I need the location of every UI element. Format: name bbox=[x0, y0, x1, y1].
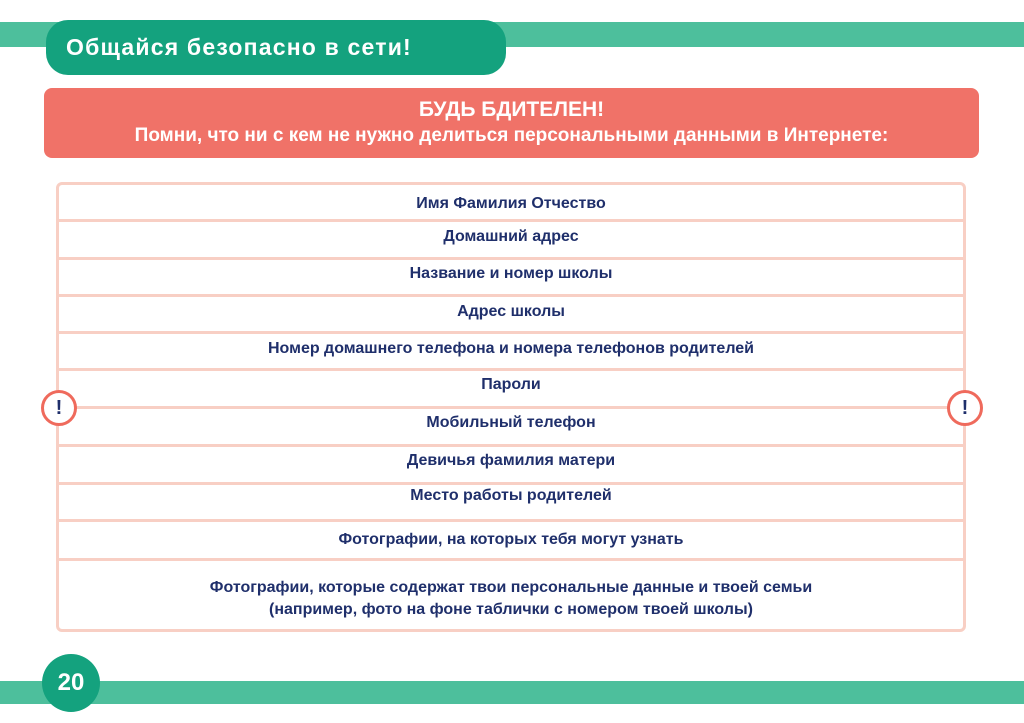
list-item-label: Девичья фамилия матери bbox=[406, 452, 616, 469]
list-item bbox=[59, 561, 963, 629]
personal-data-list bbox=[56, 182, 966, 632]
list-item-label: Мобильный телефон bbox=[426, 414, 596, 431]
list-item-label: Номер домашнего телефона и номера телефонов родителей bbox=[267, 340, 754, 357]
list-item bbox=[59, 409, 963, 447]
list-item bbox=[59, 447, 963, 485]
list-item-label: Фотографии, которые содержат твои персональные данные и твоей семьи bbox=[209, 579, 813, 596]
list-item-label: Название и номер школы bbox=[409, 265, 613, 282]
warning-banner bbox=[44, 88, 979, 158]
page-number: 20 bbox=[57, 669, 85, 696]
list-item bbox=[59, 222, 963, 260]
exclamation-icon bbox=[41, 390, 77, 426]
banner-headline: БУДЬ БДИТЕЛЕН! bbox=[418, 98, 605, 121]
page-number-badge bbox=[42, 654, 100, 712]
exclamation-icon bbox=[947, 390, 983, 426]
page-title-text: Общайся безопасно в сети! bbox=[66, 34, 412, 60]
bottom-band bbox=[0, 681, 1024, 704]
list-item bbox=[59, 185, 963, 222]
list-item bbox=[59, 260, 963, 297]
list-item-label: Фотографии, на которых тебя могут узнать bbox=[338, 531, 684, 548]
list-item-label: Пароли bbox=[481, 376, 541, 393]
list-item bbox=[59, 334, 963, 371]
banner-subtitle: Помни, что ни с кем не нужно делиться персональными данными в Интернете: bbox=[134, 125, 889, 146]
list-item-label: Место работы родителей bbox=[410, 487, 612, 504]
exclamation-mark: ! bbox=[55, 396, 63, 419]
list-item bbox=[59, 485, 963, 522]
list-item-label: (например, фото на фоне таблички с номером твоей школы) bbox=[269, 601, 753, 618]
list-item-label: Домашний адрес bbox=[443, 228, 579, 245]
page-title bbox=[46, 20, 506, 75]
list-item bbox=[59, 371, 963, 409]
list-item-label: Имя Фамилия Отчество bbox=[416, 195, 606, 212]
list-item bbox=[59, 522, 963, 561]
exclamation-mark: ! bbox=[961, 396, 969, 419]
list-item-label: Адрес школы bbox=[457, 303, 565, 320]
list-item bbox=[59, 297, 963, 334]
